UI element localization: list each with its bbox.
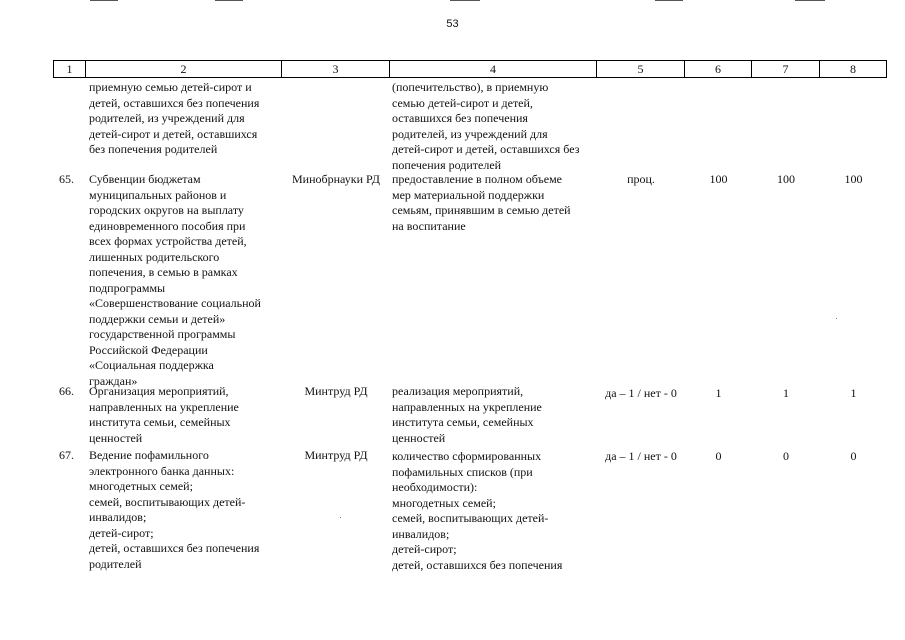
header-col-3: 3 [282, 61, 390, 77]
row-value-col7: 100 [777, 172, 795, 186]
scan-speck [340, 517, 341, 518]
row-name: Организация мероприятий, направленных на укрепление института семьи, семейных ценностей [89, 384, 239, 445]
scan-edge-line [795, 0, 825, 1]
header-col-6: 6 [685, 61, 752, 77]
row-value-col7: 1 [783, 386, 789, 400]
row-executor: Минобрнауки РД [292, 172, 380, 186]
row-unit: проц. [627, 172, 655, 186]
row-executor: Минтруд РД [304, 384, 368, 398]
header-col-5: 5 [597, 61, 685, 77]
row-name: Субвенции бюджетам муниципальных районов и городских округов на выплату единовременного пособия при всех формах устройства детей, лишенных родительского попечения, в семью в рамках подпрограммы «Совершенствование социальной поддержки семьи и детей» государственной программы Российской Федерации «Социальная поддержка граждан» [89, 172, 261, 388]
row-number: 67. [59, 448, 74, 462]
row-number: 66. [59, 384, 74, 398]
row-indicator: количество сформированных пофамильных списков (при необходимости): многодетных семей; семей, воспитывающих детей- инвалидов; детей-сирот; детей, оставшихся без попечения [392, 449, 563, 572]
scan-edge-line [215, 0, 243, 1]
row-name: Ведение пофамильного электронного банка данных: многодетных семей; семей, воспитывающих детей- инвалидов; детей-сирот; детей, оставшихся без попечения родителей [89, 448, 260, 571]
continuation-name-text: приемную семью детей-сирот и детей, оставшихся без попечения родителей, из учреждений для детей-сирот и детей, оставшихся без попечения родителей [89, 80, 260, 156]
header-col-4: 4 [390, 61, 597, 77]
row-value-col8: 1 [850, 386, 857, 400]
row-value-col7: 0 [783, 449, 789, 463]
scan-edge-line [450, 0, 480, 1]
table-header-row [53, 60, 887, 78]
row-value-col8: 100 [844, 172, 863, 186]
scan-edge-line [655, 0, 683, 1]
row-value-col6: 0 [715, 449, 722, 463]
header-col-2: 2 [86, 61, 282, 77]
header-col-8: 8 [850, 62, 856, 76]
scan-edge-line [90, 0, 118, 1]
scan-speck [836, 318, 837, 319]
row-unit: да – 1 / нет - 0 [605, 386, 677, 400]
row-unit: да – 1 / нет - 0 [605, 449, 677, 463]
row-value-col8: 0 [850, 449, 857, 463]
row-indicator: реализация мероприятий, направленных на укрепление института семьи, семейных ценностей [392, 384, 542, 445]
row-indicator: предоставление в полном объеме мер материальной поддержки семьям, принявшим в семью детей на воспитание [392, 172, 571, 233]
page-number: 53 [446, 18, 459, 30]
header-col-1: 1 [54, 61, 86, 77]
row-executor: Минтруд РД [304, 448, 368, 462]
row-value-col6: 1 [715, 386, 722, 400]
row-value-col6: 100 [709, 172, 728, 186]
header-col-7: 7 [752, 61, 820, 77]
row-number: 65. [59, 172, 74, 186]
continuation-indicator-text: (попечительство), в приемную семью детей-сирот и детей, оставшихся без попечения родителей, из учреждений для детей-сирот и детей, оставшихся без попечения родителей [392, 80, 580, 172]
